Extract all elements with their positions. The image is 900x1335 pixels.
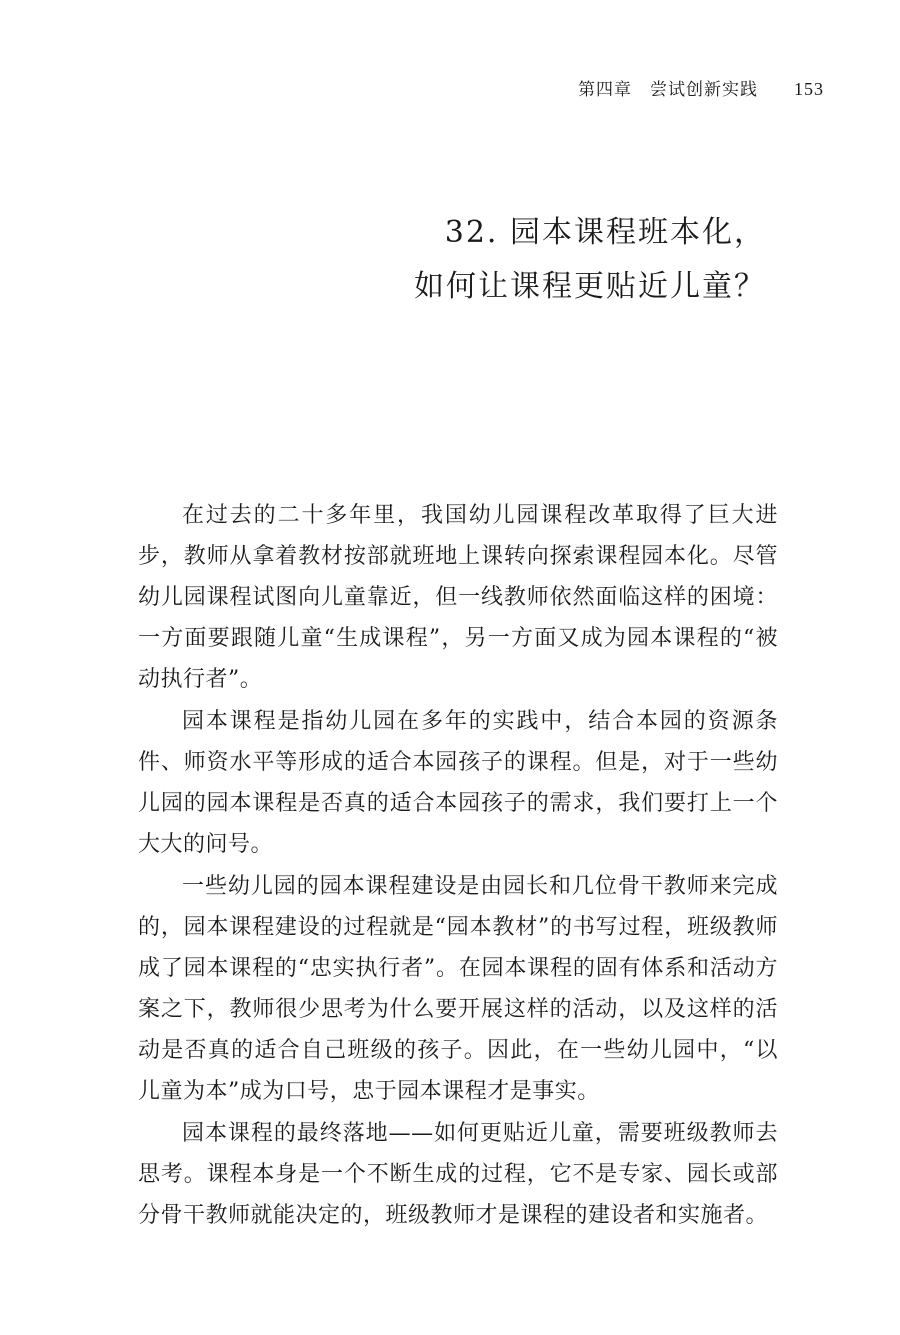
paragraph: 一些幼儿园的园本课程建设是由园长和几位骨干教师来完成的，园本课程建设的过程就是“园本教材”的书写过程，班级教师成了园本课程的“忠实执行者”。在园本课程的固有体系和活动方案之下，教师很少思考为什么要开展这样的活动，以及这样的活动是否真的适合自己班级的孩子。因此，在一些幼儿园中，“以儿童为本”成为口号，忠于园本课程才是事实。: [138, 874, 778, 1104]
running-header: [578, 78, 824, 101]
page-number: 153: [794, 79, 824, 99]
chapter-label: 第四章: [578, 80, 632, 100]
section-title: [414, 206, 766, 314]
paragraph: 园本课程的最终落地——如何更贴近儿童，需要班级教师去思考。课程本身是一个不断生成的过程，它不是专家、园长或部分骨干教师就能决定的，班级教师才是课程的建设者和实施者。: [138, 1121, 778, 1228]
body-text: [138, 495, 778, 1237]
paragraph: 在过去的二十多年里，我国幼儿园课程改革取得了巨大进步，教师从拿着教材按部就班地上课转向探索课程园本化。尽管幼儿园课程试图向儿童靠近，但一线教师依然面临这样的困境：一方面要跟随儿童“生成课程”，另一方面又成为园本课程的“被动执行者”。: [138, 503, 778, 692]
title-line-2: 如何让课程更贴近儿童？: [414, 269, 766, 304]
section-label: 尝试创新实践: [650, 80, 758, 100]
title-line-1: 32. 园本课程班本化，: [444, 215, 766, 250]
paragraph: 园本课程是指幼儿园在多年的实践中，结合本园的资源条件、师资水平等形成的适合本园孩子的课程。但是，对于一些幼儿园的园本课程是否真的适合本园孩子的需求，我们要打上一个大大的问号。: [138, 709, 778, 857]
